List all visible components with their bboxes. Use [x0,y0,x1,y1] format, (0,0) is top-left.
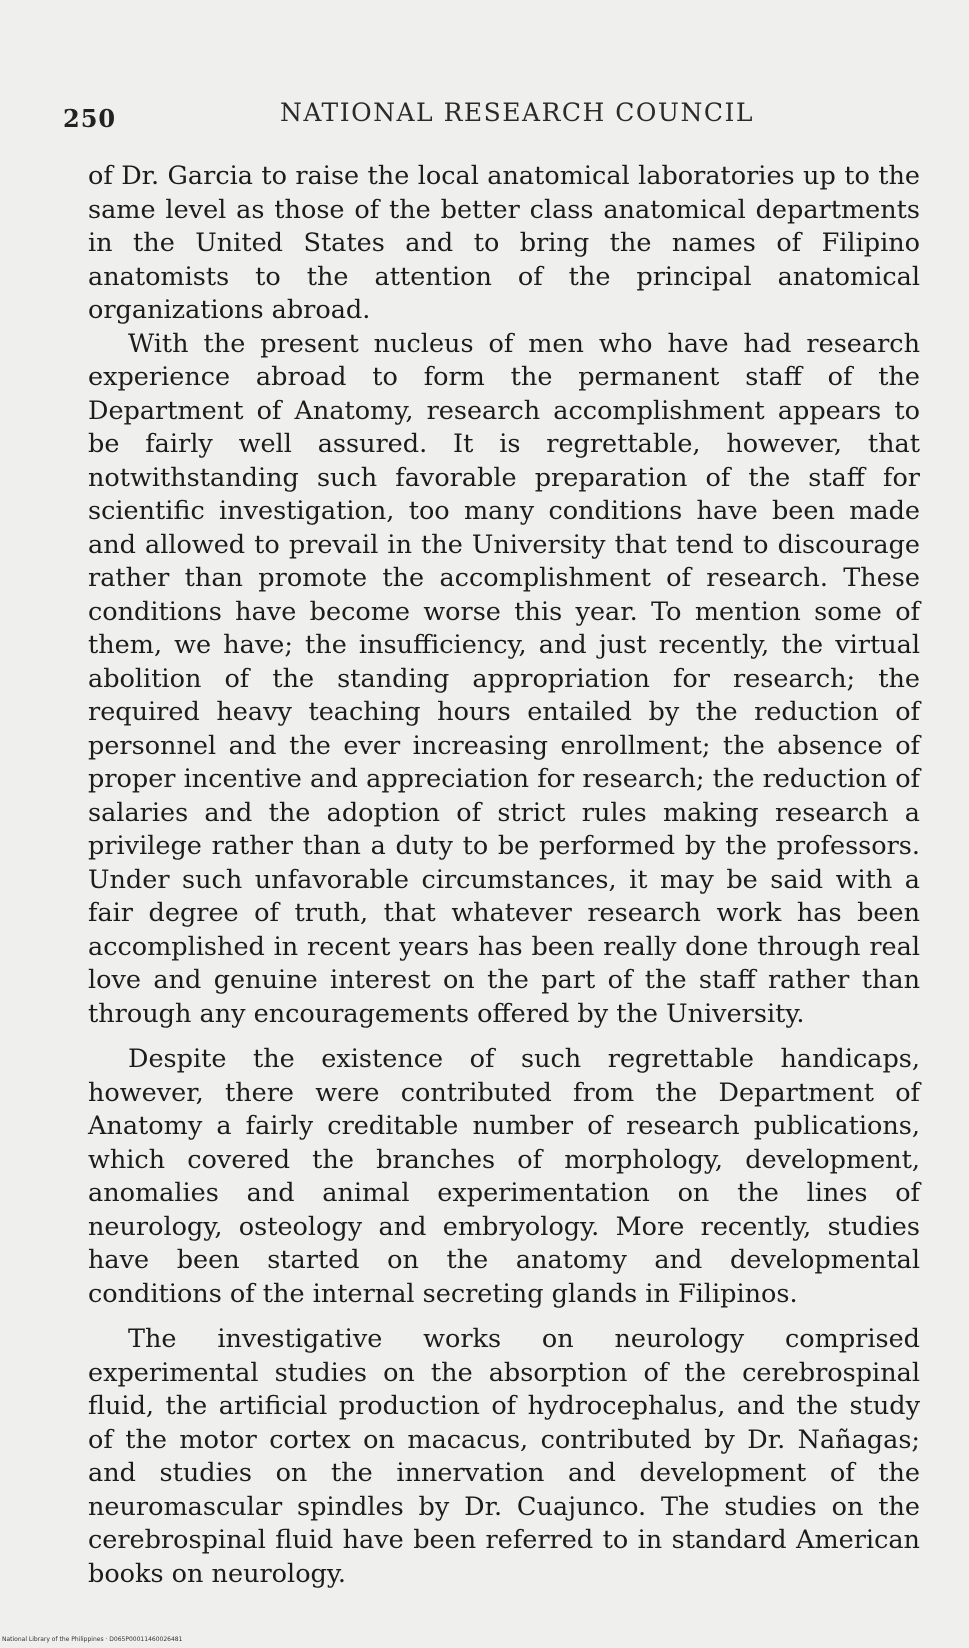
library-footer-note: National Library of the Philippines · D065P00011460026481 [2,1636,183,1643]
body-text [88,160,920,1591]
running-title: NATIONAL RESEARCH COUNCIL [280,98,754,127]
page-number: 250 [63,104,117,133]
paragraph-2: With the present nucleus of men who have had research experience abroad to form the permanent staff of the Department of Anatomy, research accomplishment appears to be fairly well assured. It is regrettable, however, that notwithstanding such favorable preparation of the staff for scientific investigation, too many conditions have been made and allowed to prevail in the University that tend to discourage rather than promote the accomplishment of research. These conditions have become worse this year. To mention some of them, we have; the insufficiency, and just recently, the virtual abolition of the standing appropriation for research; the required heavy teaching hours entailed by the reduction of personnel and the ever increasing enrollment; the absence of proper incentive and appreciation for research; the reduction of salaries and the adoption of strict rules making research a privilege rather than a duty to be performed by the professors. Under such unfavorable circumstances, it may be said with a fair degree of truth, that whatever research work has been accomplished in recent years has been really done through real love and genuine interest on the part of the staff rather than through any encouragements offered by the University. [88,328,920,1029]
paragraph-3: Despite the existence of such regrettable handicaps, however, there were contributed from the Department of Anatomy a fairly creditable number of research publications, which covered the branches of morphology, development, anomalies and animal experimentation on the lines of neurology, osteology and embryology. More recently, studies have been started on the anatomy and developmental conditions of the internal secreting glands in Filipinos. [88,1044,920,1309]
paragraph-4: The investigative works on neurology comprised experimental studies on the absorption of the cerebrospinal fluid, the artificial production of hydrocephalus, and the study of the motor cortex on macacus, contributed by Dr. Nañagas; and studies on the innervation and development of the neuromascular spindles by Dr. Cuajunco. The studies on the cerebrospinal fluid have been referred to in standard American books on neurology. [88,1324,920,1589]
paragraph-1: of Dr. Garcia to raise the local anatomical laboratories up to the same level as those of the better class anatomical departments in the United States and to bring the names of Filipino anatomists to the attention of the principal anatomical organizations abroad. [88,161,920,325]
